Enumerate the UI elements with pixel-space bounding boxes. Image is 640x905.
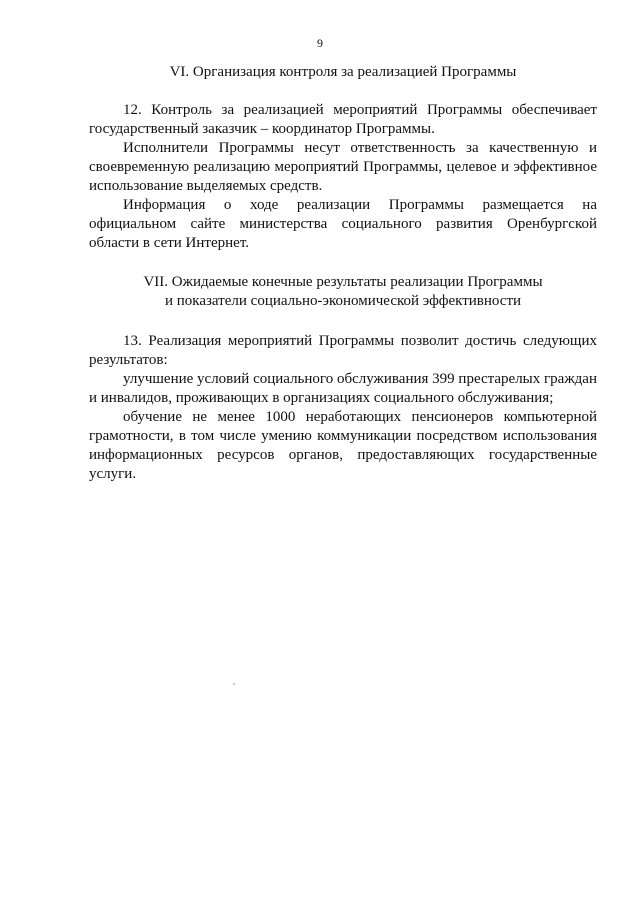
section-7-title-line-1: VII. Ожидаемые конечные результаты реализации Программы: [143, 274, 543, 290]
section-6-paragraph-3: Информация о ходе реализации Программы размещается на официальном сайте министерства социального развития Оренбургской области в сети Интернет.: [89, 197, 597, 251]
section-7-paragraph-1: 13. Реализация мероприятий Программы позволит достичь следующих результатов:: [89, 333, 597, 368]
section-6-title: VI. Организация контроля за реализацией Программы: [169, 64, 517, 80]
page-number: 9: [317, 36, 323, 50]
section-7-title-line-2: и показатели социально-экономической эффективности: [164, 293, 522, 309]
section-7-paragraph-3: обучение не менее 1000 неработающих пенсионеров компьютерной грамотности, в том числе умению коммуникации посредством использования информационных ресурсов органов, предоставляющих государственные услуги.: [89, 409, 597, 482]
section-7-title: [89, 273, 597, 311]
section-6-paragraph-2: Исполнители Программы несут ответственность за качественную и своевременную реализацию мероприятий Программы, целевое и эффективное использование выделяемых средств.: [89, 140, 597, 194]
page-content: [89, 63, 597, 484]
section-7-paragraph-2: улучшение условий социального обслуживания 399 престарелых граждан и инвалидов, проживающих в организациях социального обслуживания;: [89, 371, 597, 406]
section-6-paragraph-1: 12. Контроль за реализацией мероприятий Программы обеспечивает государственный заказчик – координатор Программы.: [89, 102, 597, 137]
scan-speck: [233, 683, 235, 685]
